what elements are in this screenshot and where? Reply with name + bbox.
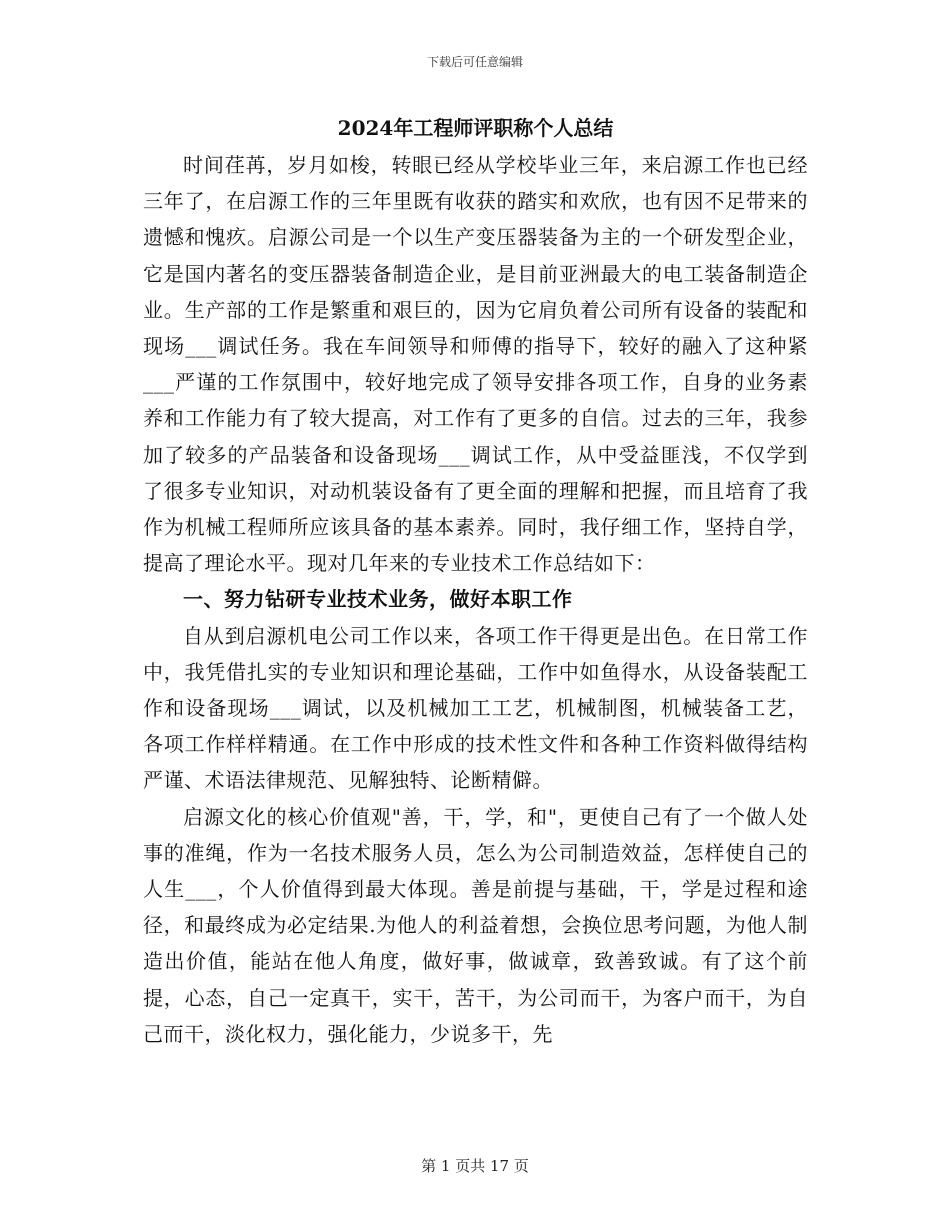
body-paragraph: 启源文化的核心价值观"善，干，学，和"，更使自己有了一个做人处事的准绳，作为一名技术服务人员，怎么为公司制造效益，怎样使自己的人生___，个人价值得到最大体现。善是前提与基础，干，学是过程和途径，和最终成为必定结果.为他人的利益着想，会换位思考问题，为他人制造出价值，能站在他人角度，做好事，做诚章，致善致诚。有了这个前提，心态，自己一定真干，实干，苦干，为公司而干，为客户而干，为自己而干，淡化权力，强化能力，少说多干，先: [143, 804, 808, 1046]
document-body: [143, 112, 808, 1052]
page-footer: 第 1 页共 17 页: [421, 1157, 529, 1175]
document-title: 2024年工程师评职称个人总结: [337, 116, 614, 140]
section-heading: 一、努力钻研专业技术业务，做好本职工作: [183, 587, 573, 612]
page-header: 下载后可任意编辑: [426, 55, 523, 69]
intro-paragraph: 时间荏苒，岁月如梭，转眼已经从学校毕业三年，来启源工作也已经三年了，在启源工作的三年里既有收获的踏实和欢欣，也有因不足带来的遗憾和愧疚。启源公司是一个以生产变压器装备为主的一个研发型企业，它是国内著名的变压器装备制造企业，是目前亚洲最大的电工装备制造企业。生产部的工作是繁重和艰巨的，因为它肩负着公司所有设备的装配和现场___调试任务。我在车间领导和师傅的指导下，较好的融入了这种紧___严谨的工作氛围中，较好地完成了领导安排各项工作，自身的业务素养和工作能力有了较大提高，对工作有了更多的自信。过去的三年，我参加了较多的产品装备和设备现场___调试工作，从中受益匪浅，不仅学到了很多专业知识，对动机装设备有了更全面的理解和把握，而且培育了我作为机械工程师所应该具备的基本素养。同时，我仔细工作，坚持自学，提高了理论水平。现对几年来的专业技术工作总结如下：: [143, 153, 808, 576]
body-paragraph: 自从到启源机电公司工作以来，各项工作干得更是出色。在日常工作中，我凭借扎实的专业知识和理论基础，工作中如鱼得水，从设备装配工作和设备现场___调试，以及机械加工工艺，机械制图，机械装备工艺，各项工作样样精通。在工作中形成的技术性文件和各种工作资料做得结构严谨、术语法律规范、见解独特、论断精僻。: [143, 623, 808, 793]
